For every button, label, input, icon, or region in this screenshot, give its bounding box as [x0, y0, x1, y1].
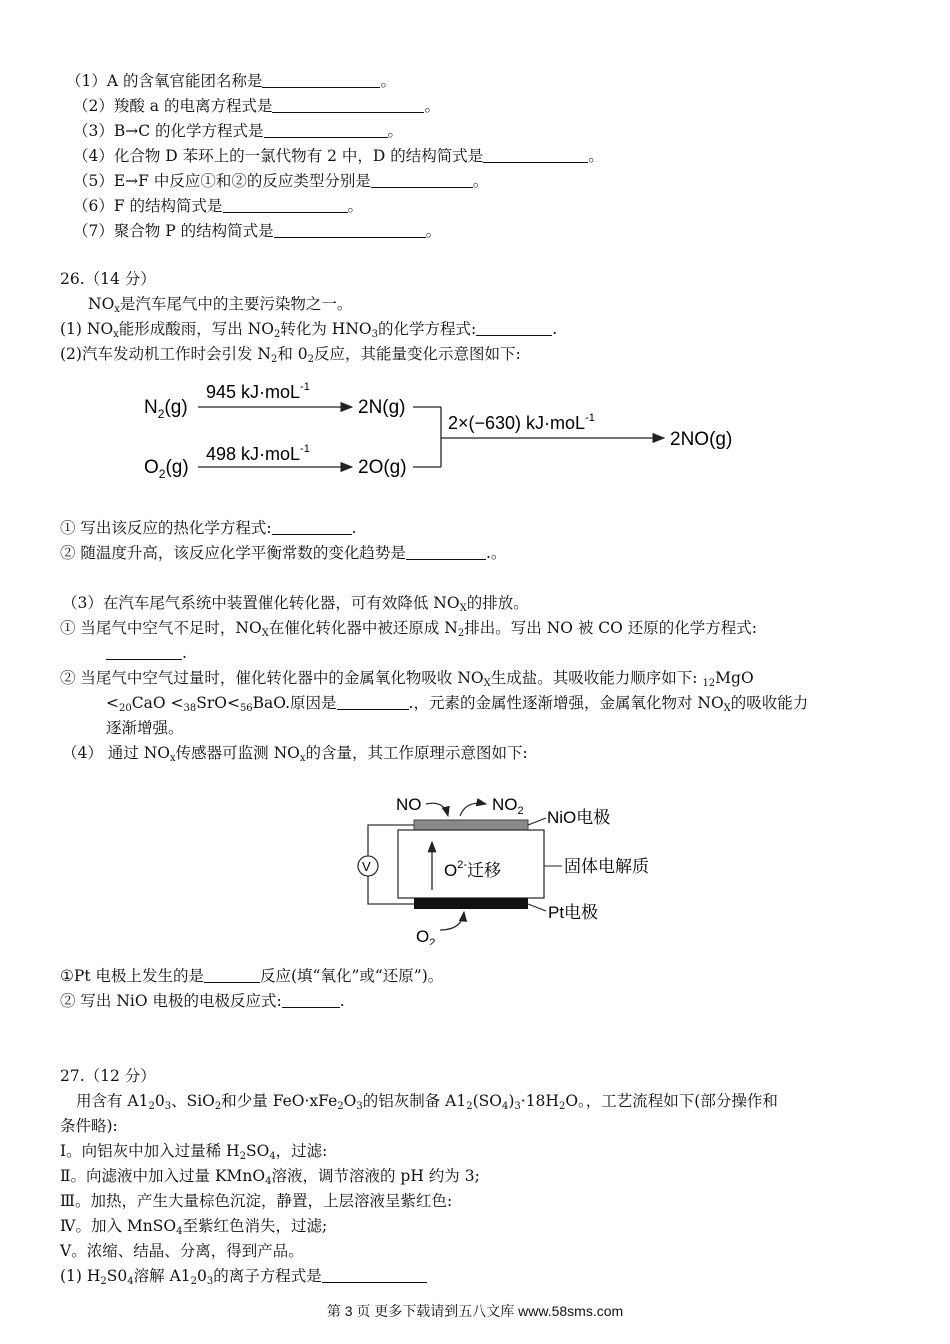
n2-reactant: $N_2(g)$ — [144, 397, 188, 421]
q26-heading: 26.（14 分） — [60, 270, 156, 288]
leader-line — [528, 818, 546, 825]
nox-sensor-diagram — [340, 780, 680, 945]
pt-electrode-label: Pt电极 — [548, 903, 599, 922]
q27-step-3: Ⅲ。加热，产生大量棕色沉淀，静置，上层溶液呈紫红色: — [60, 1192, 453, 1210]
solid-electrolyte-label: 固体电解质 — [564, 857, 649, 876]
answer-blank[interactable] — [282, 992, 340, 1008]
answer-blank[interactable] — [274, 222, 426, 238]
answer-blank[interactable] — [223, 197, 348, 213]
q26-sub-2-1: ① 写出该反应的热化学方程式: . — [60, 519, 357, 537]
leader-line — [528, 904, 546, 911]
n2-energy-label: 945 kJ·moL$^{-1}$ — [206, 381, 310, 402]
nio-electrode-label: NiO电极 — [547, 808, 611, 827]
q27-heading: 27.（12 分） — [60, 1067, 156, 1085]
pt-electrode — [414, 898, 528, 909]
o2-reactant: $O_2(g)$ — [144, 457, 189, 481]
q27-step-5: Ⅴ。浓缩、结晶、分离，得到产品。 — [60, 1242, 304, 1260]
q26-intro: $NO_x$是汽车尾气中的主要污染物之一。 — [88, 295, 353, 315]
answer-blank[interactable] — [262, 72, 380, 88]
q25-line-5: （5）E→F 中反应①和②的反应类型分别是 。 — [73, 172, 489, 190]
q25-line-3: （3）B→C 的化学方程式是 。 — [73, 122, 404, 140]
q27-intro: 用含有 $A1_20_3$、SiO$_2$和少量 $FeO\cdot xFe_2O_3$的铝灰制备 $A1_2(SO_4)_3\cdot 18H_2O$。，工艺流程如下(部分操作和 — [76, 1092, 778, 1112]
nio-electrode — [414, 820, 528, 830]
combine-energy-label: 2×(−630) kJ·moL$^{-1}$ — [448, 412, 595, 433]
answer-blank[interactable] — [337, 694, 409, 710]
no-product: 2NO(g) — [670, 429, 733, 450]
o-atoms-product: 2O(g) — [358, 457, 407, 478]
q26-sub-2-2: ② 随温度升高，该反应化学平衡常数的变化趋势是 .。 — [60, 544, 507, 562]
answer-blank[interactable] — [406, 544, 486, 560]
answer-blank[interactable] — [272, 97, 424, 113]
q26-sub-3-2: ② 当尾气中空气过量时，催化转化器中的金属氧化物吸收 $NO_X$生成盐。其吸收能力顺序如下: 12MgO — [60, 669, 754, 689]
no-in-arrow — [426, 803, 448, 816]
q27-step-1: Ⅰ。向铝灰中加入过量稀 $H_2SO_4$，过滤: — [60, 1142, 328, 1162]
page-footer: 第 3 页 更多下载请到五八文库 www.58sms.com — [326, 1303, 624, 1319]
o2-energy-label: 498 kJ·moL$^{-1}$ — [206, 443, 310, 464]
voltmeter-label: V — [362, 859, 371, 874]
q25-line-2: （2）羧酸 a 的电离方程式是 。 — [73, 97, 440, 115]
no-gas-label: NO — [396, 795, 422, 814]
q25-line-4: （4）化合物 D 苯环上的一氯代物有 2 中，D 的结构简式是 。 — [73, 147, 604, 165]
o2-gas-label: $O_2$ — [416, 927, 436, 945]
ion-migration-label: $O^{2-}$迁移 — [444, 859, 502, 880]
q26-part-2: (2)汽车发动机工作时会引发 $N_2$和 $0_2$反应，其能量变化示意图如下: — [60, 345, 521, 365]
n-atoms-product: 2N(g) — [358, 397, 406, 418]
q26-sub-4-2: ② 写出 NiO 电极的电极反应式: . — [60, 992, 345, 1010]
q25-line-6: （6）F 的结构简式是 。 — [73, 197, 364, 215]
answer-blank[interactable] — [476, 320, 552, 336]
q27-part-1: (1) $H_2S0_4$溶解 $A1_20_3$的离子方程式是 — [60, 1265, 427, 1287]
answer-blank[interactable] — [483, 147, 588, 163]
o2-in-arrow — [440, 912, 464, 930]
q26-sub-3-1-answer: . — [106, 642, 187, 664]
q27-intro-cont: 条件略): — [60, 1117, 118, 1135]
answer-blank[interactable] — [272, 519, 352, 535]
q26-part-1: (1) $NO_x$能形成酸雨，写出 $NO_2$转化为 $HNO_3$的化学方程式: . — [60, 320, 558, 340]
q25-line-7: （7）聚合物 P 的结构简式是 。 — [73, 222, 442, 240]
q26-part-4: （4） 通过 $NO_x$传感器可监测 $NO_x$的含量，其工作原理示意图如下: — [62, 744, 528, 764]
answer-blank[interactable] — [322, 1267, 427, 1283]
q25-line-1: （1）A 的含氧官能团名称是 。 — [66, 72, 396, 90]
answer-blank[interactable] — [204, 967, 260, 983]
q27-step-2: Ⅱ。向滤液中加入过量 KMnO$_4$溶液，调节溶液的 pH 约为 3; — [60, 1167, 480, 1187]
q26-sub-4-1: ①Pt 电极上发生的是 反应(填“氧化”或“还原”)。 — [60, 967, 444, 985]
q26-sub-3-2-cont: <20CaO <38SrO<56BaO.原因是 .，元素的金属性逐渐增强，金属氧化物对 $NO_X$的吸收能力 — [106, 694, 809, 714]
q26-sub-3-1: ① 当尾气中空气不足时，$NO_X$在催化转化器中被还原成 $N_2$排出。写出 NO 被 CO 还原的化学方程式: — [60, 619, 757, 639]
no2-gas-label: $NO_2$ — [492, 795, 524, 817]
no2-out-arrow — [460, 803, 486, 816]
answer-blank[interactable] — [371, 172, 473, 188]
answer-blank[interactable] — [264, 122, 388, 138]
q27-step-4: Ⅳ。加入 MnSO$_4$至紫红色消失，过滤; — [60, 1217, 328, 1237]
energy-diagram — [130, 372, 770, 492]
answer-blank[interactable] — [106, 644, 182, 660]
q26-sub-3-2-end: 逐渐增强。 — [106, 719, 184, 737]
q26-part-3: （3）在汽车尾气系统中装置催化转化器，可有效降低 $NO_X$的排放。 — [62, 594, 529, 614]
